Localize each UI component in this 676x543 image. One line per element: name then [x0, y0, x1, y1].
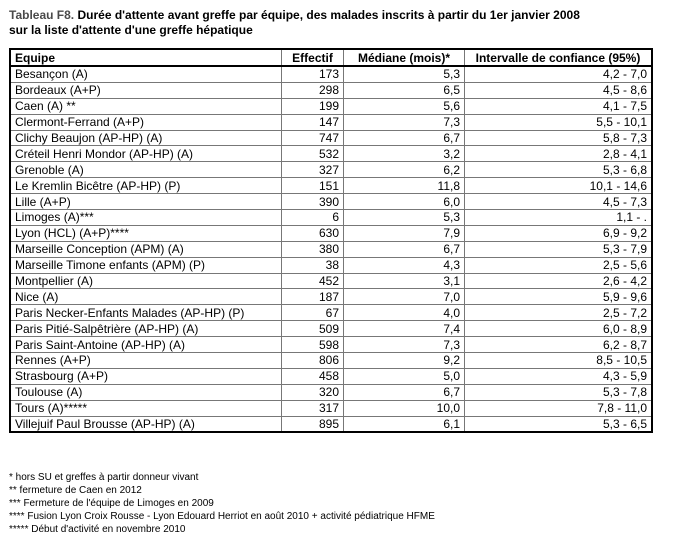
- table-row: [10, 146, 652, 162]
- cell-equipe: Caen (A) **: [10, 98, 282, 114]
- cell-equipe: Lyon (HCL) (A+P)****: [10, 225, 282, 241]
- table-row: [10, 162, 652, 178]
- cell-intervalle: 5,3 - 6,8: [465, 162, 653, 178]
- cell-mediane: 10,0: [344, 400, 465, 416]
- cell-equipe: Le Kremlin Bicêtre (AP-HP) (P): [10, 178, 282, 194]
- cell-mediane: 6,7: [344, 384, 465, 400]
- table-row: [10, 257, 652, 273]
- cell-mediane: 11,8: [344, 178, 465, 194]
- cell-effectif: 458: [282, 368, 344, 384]
- table-row: [10, 130, 652, 146]
- cell-intervalle: 2,5 - 7,2: [465, 305, 653, 321]
- cell-equipe: Tours (A)*****: [10, 400, 282, 416]
- cell-intervalle: 7,8 - 11,0: [465, 400, 653, 416]
- table-number: Tableau F8.: [9, 8, 75, 22]
- title-line-1: Durée d'attente avant greffe par équipe, des malades inscrits à partir du 1er janvier 2008: [77, 8, 580, 22]
- table-row: [10, 194, 652, 210]
- table-row: [10, 82, 652, 98]
- cell-intervalle: 4,3 - 5,9: [465, 368, 653, 384]
- cell-intervalle: 2,8 - 4,1: [465, 146, 653, 162]
- title-line-2: sur la liste d'attente d'une greffe hépatique: [9, 23, 253, 37]
- footnote: * hors SU et greffes à partir donneur vivant: [9, 472, 199, 483]
- cell-effectif: 598: [282, 337, 344, 353]
- footnotes: [9, 471, 435, 536]
- cell-effectif: 630: [282, 225, 344, 241]
- cell-equipe: Clermont-Ferrand (A+P): [10, 114, 282, 130]
- cell-intervalle: 5,9 - 9,6: [465, 289, 653, 305]
- cell-mediane: 3,2: [344, 146, 465, 162]
- cell-equipe: Marseille Conception (APM) (A): [10, 241, 282, 257]
- cell-effectif: 895: [282, 416, 344, 432]
- cell-equipe: Clichy Beaujon (AP-HP) (A): [10, 130, 282, 146]
- cell-intervalle: 8,5 - 10,5: [465, 353, 653, 369]
- table-row: [10, 384, 652, 400]
- cell-effectif: 187: [282, 289, 344, 305]
- cell-effectif: 452: [282, 273, 344, 289]
- cell-mediane: 4,0: [344, 305, 465, 321]
- cell-effectif: 327: [282, 162, 344, 178]
- table-row: [10, 241, 652, 257]
- cell-effectif: 806: [282, 353, 344, 369]
- cell-effectif: 320: [282, 384, 344, 400]
- table-row: [10, 289, 652, 305]
- cell-equipe: Nice (A): [10, 289, 282, 305]
- cell-mediane: 6,7: [344, 130, 465, 146]
- cell-mediane: 7,9: [344, 225, 465, 241]
- table-title: [9, 8, 669, 38]
- footnote: **** Fusion Lyon Croix Rousse - Lyon Edouard Herriot en août 2010 + activité pédiatrique HFME: [9, 511, 435, 522]
- cell-equipe: Besançon (A): [10, 66, 282, 82]
- table-row: [10, 400, 652, 416]
- cell-equipe: Villejuif Paul Brousse (AP-HP) (A): [10, 416, 282, 432]
- cell-mediane: 7,4: [344, 321, 465, 337]
- cell-intervalle: 2,5 - 5,6: [465, 257, 653, 273]
- cell-intervalle: 5,3 - 6,5: [465, 416, 653, 432]
- header-mediane: Médiane (mois)*: [344, 49, 465, 66]
- cell-mediane: 6,0: [344, 194, 465, 210]
- cell-effectif: 199: [282, 98, 344, 114]
- cell-mediane: 7,0: [344, 289, 465, 305]
- table-row: [10, 273, 652, 289]
- table-row: [10, 337, 652, 353]
- cell-equipe: Bordeaux (A+P): [10, 82, 282, 98]
- footnote: ***** Début d'activité en novembre 2010: [9, 524, 186, 535]
- table-row: [10, 210, 652, 226]
- cell-intervalle: 6,0 - 8,9: [465, 321, 653, 337]
- table-row: [10, 66, 652, 82]
- cell-effectif: 380: [282, 241, 344, 257]
- cell-equipe: Limoges (A)***: [10, 210, 282, 226]
- cell-equipe: Paris Saint-Antoine (AP-HP) (A): [10, 337, 282, 353]
- cell-mediane: 6,5: [344, 82, 465, 98]
- table-row: [10, 114, 652, 130]
- cell-equipe: Paris Necker-Enfants Malades (AP-HP) (P): [10, 305, 282, 321]
- cell-equipe: Montpellier (A): [10, 273, 282, 289]
- cell-effectif: 151: [282, 178, 344, 194]
- cell-equipe: Grenoble (A): [10, 162, 282, 178]
- cell-mediane: 9,2: [344, 353, 465, 369]
- cell-mediane: 6,7: [344, 241, 465, 257]
- table-row: [10, 98, 652, 114]
- cell-intervalle: 4,2 - 7,0: [465, 66, 653, 82]
- cell-intervalle: 5,8 - 7,3: [465, 130, 653, 146]
- cell-intervalle: 5,3 - 7,8: [465, 384, 653, 400]
- header-equipe: Equipe: [10, 49, 282, 66]
- table-body: [10, 66, 652, 432]
- table-row: [10, 178, 652, 194]
- table-row: [10, 353, 652, 369]
- cell-intervalle: 6,9 - 9,2: [465, 225, 653, 241]
- cell-mediane: 5,6: [344, 98, 465, 114]
- cell-effectif: 67: [282, 305, 344, 321]
- cell-intervalle: 4,5 - 8,6: [465, 82, 653, 98]
- cell-effectif: 509: [282, 321, 344, 337]
- footnote: *** Fermeture de l'équipe de Limoges en 2009: [9, 498, 214, 509]
- cell-mediane: 5,3: [344, 66, 465, 82]
- cell-intervalle: 2,6 - 4,2: [465, 273, 653, 289]
- cell-intervalle: 4,5 - 7,3: [465, 194, 653, 210]
- table-row: [10, 321, 652, 337]
- cell-effectif: 6: [282, 210, 344, 226]
- cell-mediane: 7,3: [344, 337, 465, 353]
- cell-effectif: 298: [282, 82, 344, 98]
- table-row: [10, 416, 652, 432]
- header-intervalle: Intervalle de confiance (95%): [465, 49, 653, 66]
- cell-mediane: 3,1: [344, 273, 465, 289]
- table-row: [10, 305, 652, 321]
- footnote: ** fermeture de Caen en 2012: [9, 485, 142, 496]
- cell-mediane: 7,3: [344, 114, 465, 130]
- cell-effectif: 390: [282, 194, 344, 210]
- cell-mediane: 5,0: [344, 368, 465, 384]
- cell-mediane: 5,3: [344, 210, 465, 226]
- cell-equipe: Rennes (A+P): [10, 353, 282, 369]
- cell-equipe: Toulouse (A): [10, 384, 282, 400]
- table-row: [10, 225, 652, 241]
- cell-intervalle: 6,2 - 8,7: [465, 337, 653, 353]
- cell-intervalle: 4,1 - 7,5: [465, 98, 653, 114]
- cell-equipe: Paris Pitié-Salpêtrière (AP-HP) (A): [10, 321, 282, 337]
- cell-effectif: 38: [282, 257, 344, 273]
- cell-effectif: 147: [282, 114, 344, 130]
- cell-mediane: 6,1: [344, 416, 465, 432]
- cell-intervalle: 5,3 - 7,9: [465, 241, 653, 257]
- cell-intervalle: 1,1 - .: [465, 210, 653, 226]
- cell-mediane: 6,2: [344, 162, 465, 178]
- cell-effectif: 747: [282, 130, 344, 146]
- cell-mediane: 4,3: [344, 257, 465, 273]
- header-row: [10, 49, 652, 66]
- cell-effectif: 317: [282, 400, 344, 416]
- cell-intervalle: 10,1 - 14,6: [465, 178, 653, 194]
- cell-effectif: 173: [282, 66, 344, 82]
- waiting-time-table: [9, 48, 653, 433]
- header-effectif: Effectif: [282, 49, 344, 66]
- cell-equipe: Strasbourg (A+P): [10, 368, 282, 384]
- cell-equipe: Créteil Henri Mondor (AP-HP) (A): [10, 146, 282, 162]
- cell-equipe: Marseille Timone enfants (APM) (P): [10, 257, 282, 273]
- cell-intervalle: 5,5 - 10,1: [465, 114, 653, 130]
- table-row: [10, 368, 652, 384]
- cell-effectif: 532: [282, 146, 344, 162]
- cell-equipe: Lille (A+P): [10, 194, 282, 210]
